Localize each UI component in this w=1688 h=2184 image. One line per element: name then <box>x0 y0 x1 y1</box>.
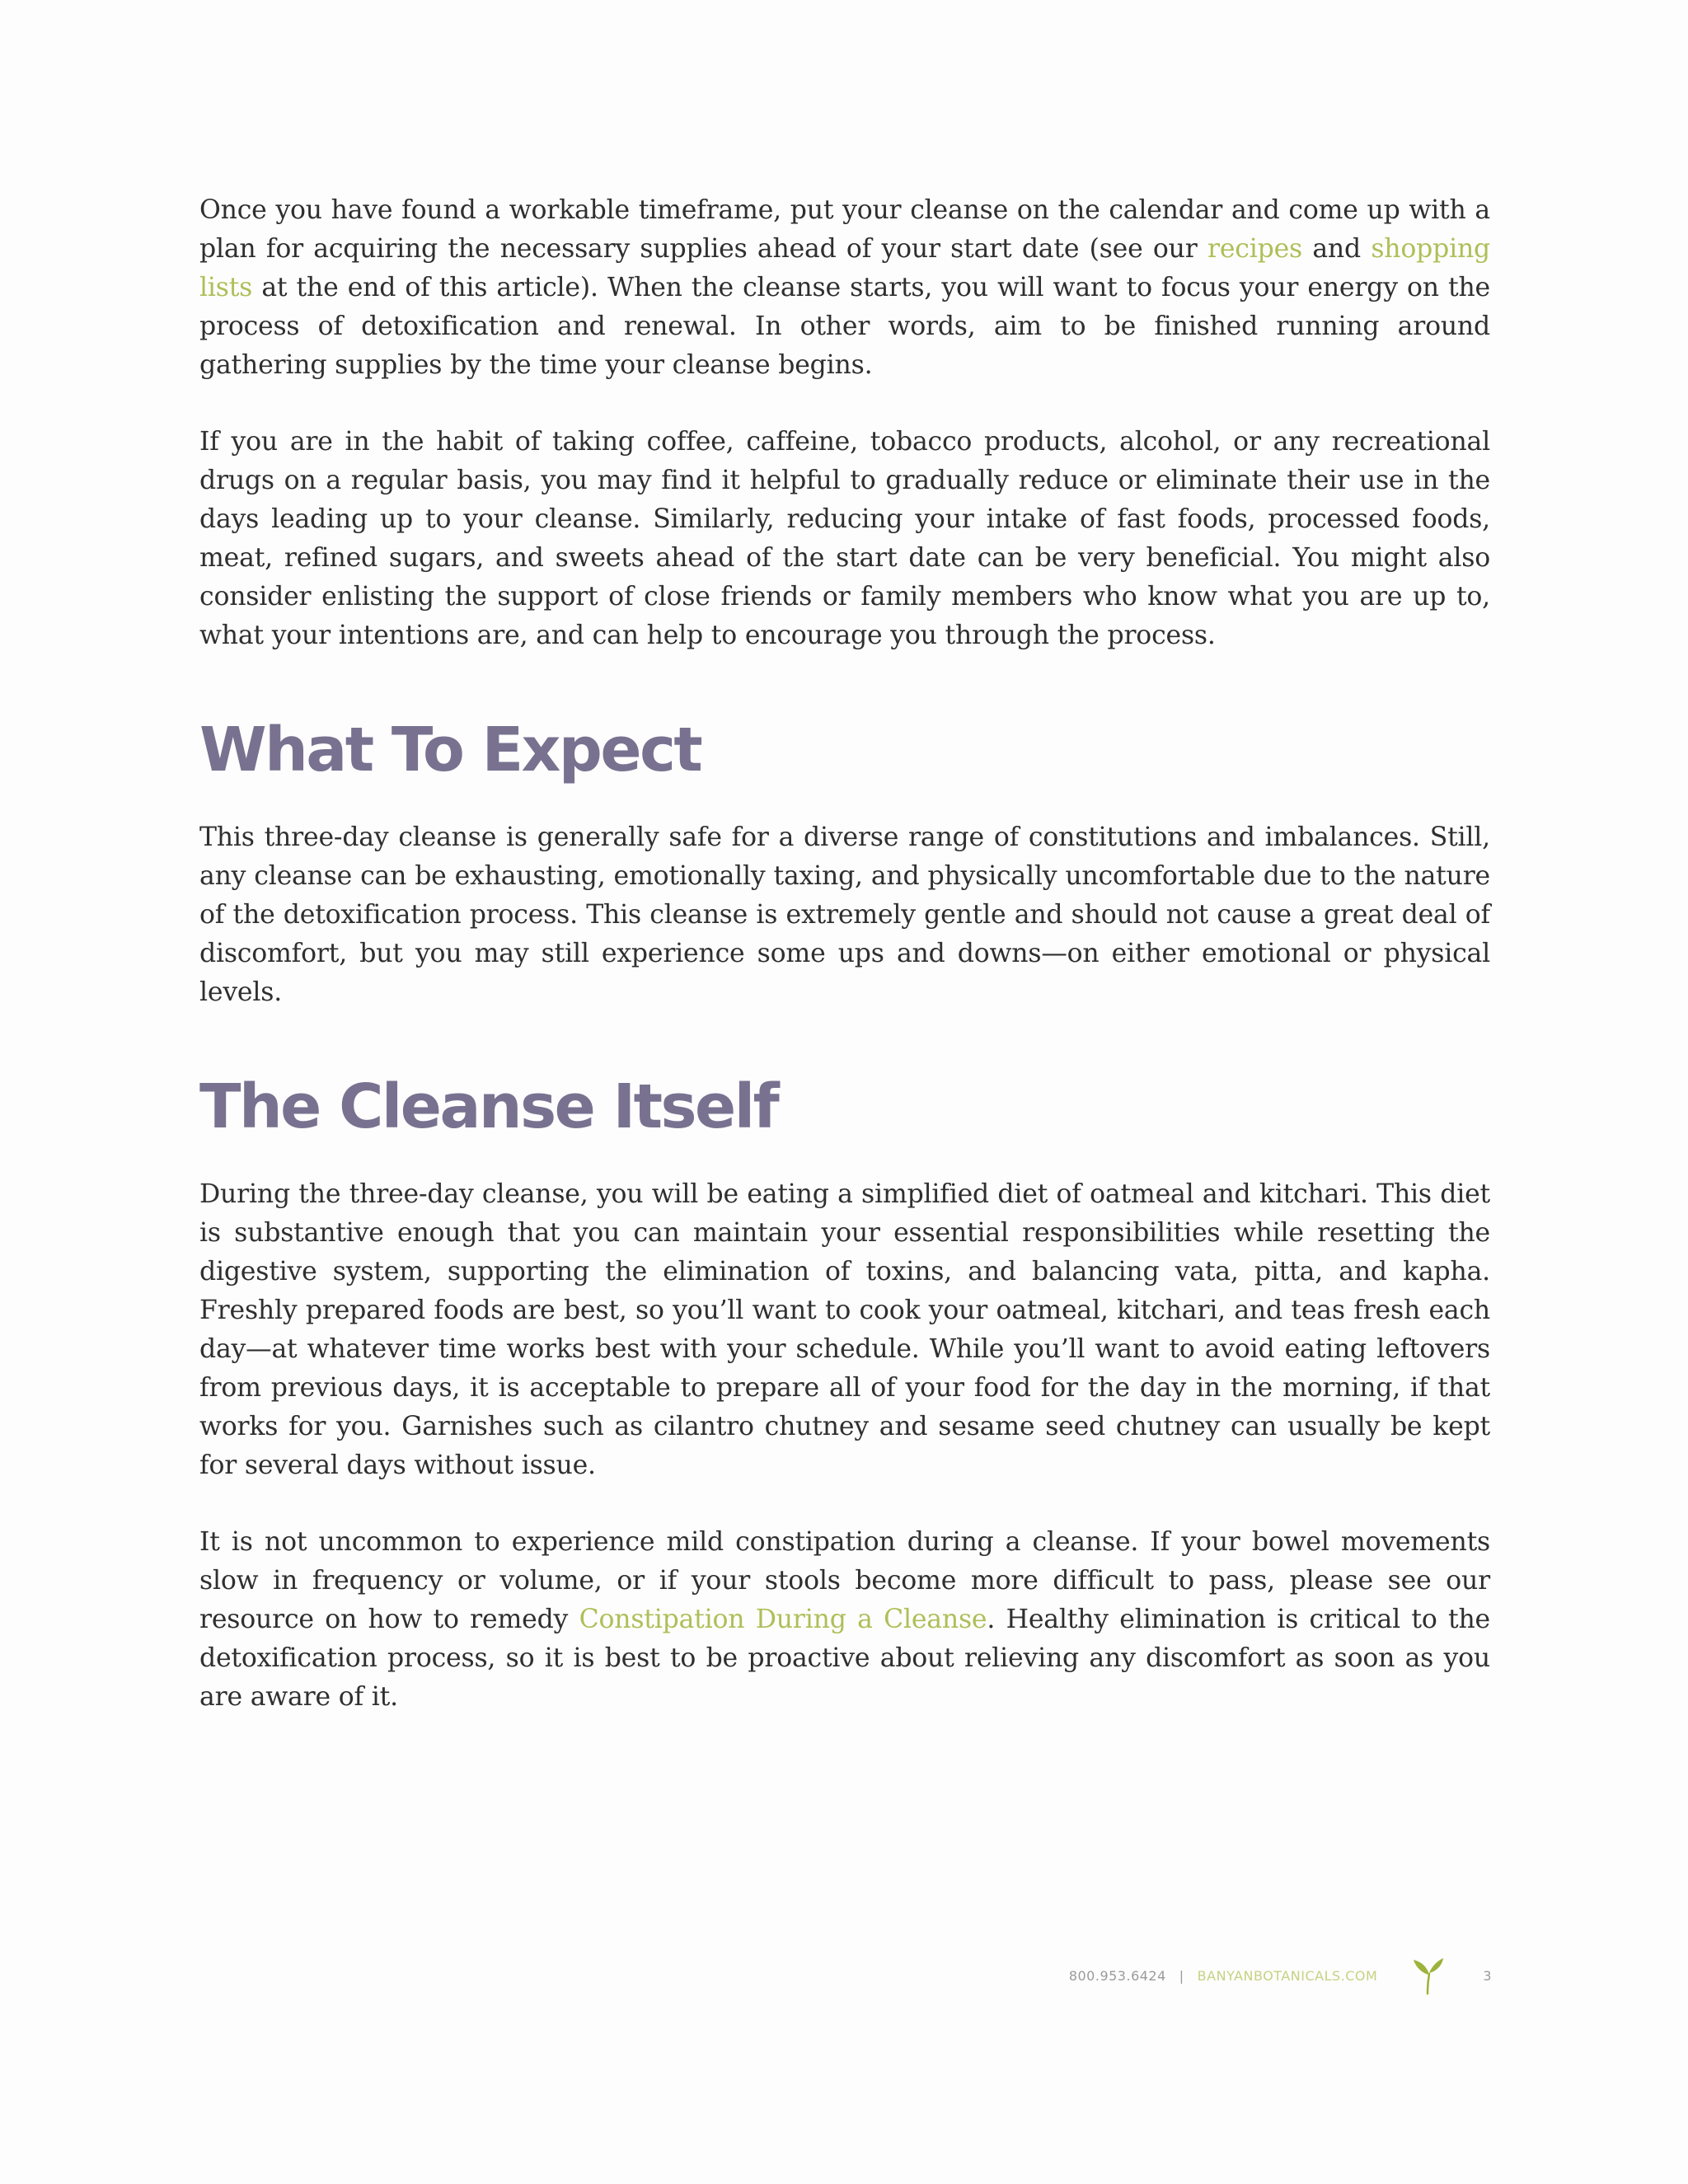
paragraph-text: at the end of this article). When the cleanse starts, you will want to focus your energy on the process of detoxification and renewal. In other words, aim to be finished running around gathering supplies by the time your cleanse begins. <box>199 273 1490 380</box>
paragraph-text: It is not uncommon to experience mild constipation during a cleanse. If your bowel movements slow in frequency or volume, or if your stools become more difficult to pass, please see our resource on how to remedy <box>199 1527 1490 1634</box>
paragraph-habits: If you are in the habit of taking coffee, caffeine, tobacco products, alcohol, or any recreational drugs on a regular basis, you may find it helpful to gradually reduce or eliminate their use in the days leading up to your cleanse. Similarly, reducing your intake of fast foods, processed foods, meat, refined sugars, and sweets ahead of the start date can be very beneficial. You might also consider enlisting the support of close friends or family members who know what you are up to, what your intentions are, and can help to encourage you through the process. <box>199 427 1490 650</box>
paragraph-planning <box>199 191 1490 385</box>
paragraph-constipation <box>199 1523 1490 1717</box>
shopping-lists-link[interactable]: shopping lists <box>199 234 1491 302</box>
article-content <box>199 191 1490 1717</box>
page-number: 3 <box>1483 1967 1492 1984</box>
paragraph-text: . Healthy elimination is critical to the detoxification process, so it is best to be proactive about relieving any discomfort as soon as you are aware of it. <box>199 1605 1490 1712</box>
heading-what-to-expect: What To Expect <box>199 715 701 785</box>
section-heading-wrapper <box>199 1070 1490 1144</box>
paragraph-text: Once you have found a workable timeframe, put your cleanse on the calendar and come up with a plan for acquiring the necessary supplies ahead of your start date (see our <box>199 195 1490 264</box>
page-footer <box>989 1955 1492 1996</box>
footer-separator: | <box>1179 1967 1184 1984</box>
section-heading-wrapper <box>199 713 1490 787</box>
sprout-leaf-icon <box>1412 1956 1445 1995</box>
recipes-link[interactable]: recipes <box>1207 234 1302 264</box>
paragraph-diet: During the three-day cleanse, you will be eating a simplified diet of oatmeal and kitchari. This diet is substantive enough that you can maintain your essential responsibilities while resetting the digestive system, supporting the elimination of toxins, and balancing vata, pitta, and kapha. Freshly prepared foods are best, so you’ll want to cook your oatmeal, kitchari, and teas fresh each day—at whatever time works best with your schedule. While you’ll want to avoid eating leftovers from previous days, it is acceptable to prepare all of your food for the day in the morning, if that works for you. Garnishes such as cilantro chutney and sesame seed chutney can usually be kept for several days without issue. <box>199 1179 1490 1480</box>
constipation-link[interactable]: Constipation During a Cleanse <box>579 1605 987 1634</box>
footer-website-link[interactable]: BANYANBOTANICALS.COM <box>1197 1967 1378 1984</box>
paragraph-text: and <box>1301 234 1372 264</box>
paragraph-expect: This three-day cleanse is generally safe for a diverse range of constitutions and imbalances. Still, any cleanse can be exhausting, emotionally taxing, and physically uncomfortable due to the nature of the detoxification process. This cleanse is extremely gentle and should not cause a great deal of discomfort, but you may still experience some ups and downs—on either emotional or physical levels. <box>199 823 1490 1007</box>
heading-cleanse-itself: The Cleanse Itself <box>199 1071 778 1142</box>
footer-phone: 800.953.6424 <box>1068 1967 1166 1984</box>
